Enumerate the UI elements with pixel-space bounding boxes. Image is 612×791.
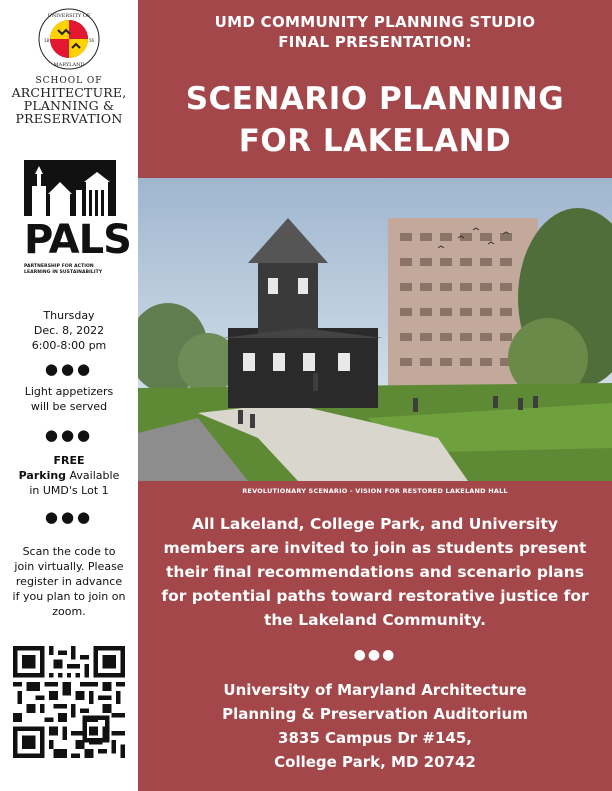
umd-seal-logo [38, 8, 100, 70]
seal-year-right: 56 [89, 38, 95, 43]
school-name [4, 76, 134, 125]
divider-dots-1: ●●● [44, 360, 94, 378]
photo-caption: REVOLUTIONARY SCENARIO - VISION FOR RESTORED LAKELAND HALL [242, 487, 508, 495]
venue-line-3: 3835 Campus Dr #145, [278, 729, 472, 747]
event-header [138, 12, 612, 52]
qr-code[interactable] [13, 646, 125, 758]
lakeland-hall-rendering [138, 178, 612, 481]
venue-line-1: University of Maryland Architecture [223, 681, 527, 699]
invite-line-5: the Lakeland Community. [263, 611, 487, 629]
scan-note [4, 544, 134, 619]
school-line-3: PLANNING & [23, 98, 115, 113]
divider-dots-2: ●●● [44, 426, 94, 444]
parking-free: FREE [53, 454, 85, 467]
scan-line-4: if you plan to join on [12, 590, 126, 603]
title-line-1: SCENARIO PLANNING [185, 81, 565, 117]
scan-line-1: Scan the code to [22, 545, 116, 558]
invite-line-2: members are invited to join as students present [163, 539, 587, 557]
main-panel [138, 0, 612, 791]
venue-address [138, 678, 612, 774]
scan-line-3: register in advance [15, 575, 123, 588]
seal-text-bottom: MARYLAND [53, 62, 85, 68]
invite-line-3: their final recommendations and scenario plans [166, 563, 584, 581]
food-line-1: Light appetizers [24, 385, 114, 398]
parking-lot: in UMD's Lot 1 [29, 484, 109, 497]
header-line-2: FINAL PRESENTATION: [278, 33, 472, 51]
parking-available: Available [66, 469, 120, 482]
school-line-4: PRESERVATION [15, 111, 123, 126]
school-line-2: ARCHITECTURE, [11, 85, 127, 100]
food-note [4, 384, 134, 414]
event-time: 6:00-8:00 pm [31, 339, 107, 352]
food-line-2: will be served [30, 400, 108, 413]
main-divider-dots: ●●● [353, 647, 397, 663]
invitation-text [150, 512, 600, 632]
pals-subtitle [24, 264, 116, 275]
seal-text-top: UNIVERSITY OF [47, 13, 91, 19]
school-line-1: SCHOOL OF [35, 76, 103, 86]
scan-line-5: zoom. [52, 605, 86, 618]
invite-line-1: All Lakeland, College Park, and University [192, 515, 558, 533]
scan-line-2: join virtually. Please [14, 560, 124, 573]
header-line-1: UMD COMMUNITY PLANNING STUDIO [214, 13, 536, 31]
event-day: Thursday [43, 309, 95, 322]
seal-year-left: 18 [44, 38, 50, 43]
event-datetime [4, 308, 134, 353]
parking-word: Parking [18, 469, 67, 482]
venue-line-4: College Park, MD 20742 [274, 753, 476, 771]
pals-wordmark: PALS [24, 217, 131, 263]
sidebar [0, 0, 138, 791]
event-date: Dec. 8, 2022 [33, 324, 105, 337]
title-line-2: FOR LAKELAND [238, 123, 512, 159]
pals-subtitle-1: PARTNERSHIP FOR ACTION [24, 264, 94, 269]
pals-skyline-icon [24, 160, 116, 216]
parking-note [4, 453, 134, 498]
venue-line-2: Planning & Preservation Auditorium [222, 705, 528, 723]
divider-dots-3: ●●● [44, 508, 94, 526]
parking-line [4, 468, 134, 483]
invite-line-4: for potential paths toward restorative justice for [161, 587, 589, 605]
page-title [138, 78, 612, 162]
pals-subtitle-2: LEARNING IN SUSTAINABILITY [24, 269, 103, 275]
